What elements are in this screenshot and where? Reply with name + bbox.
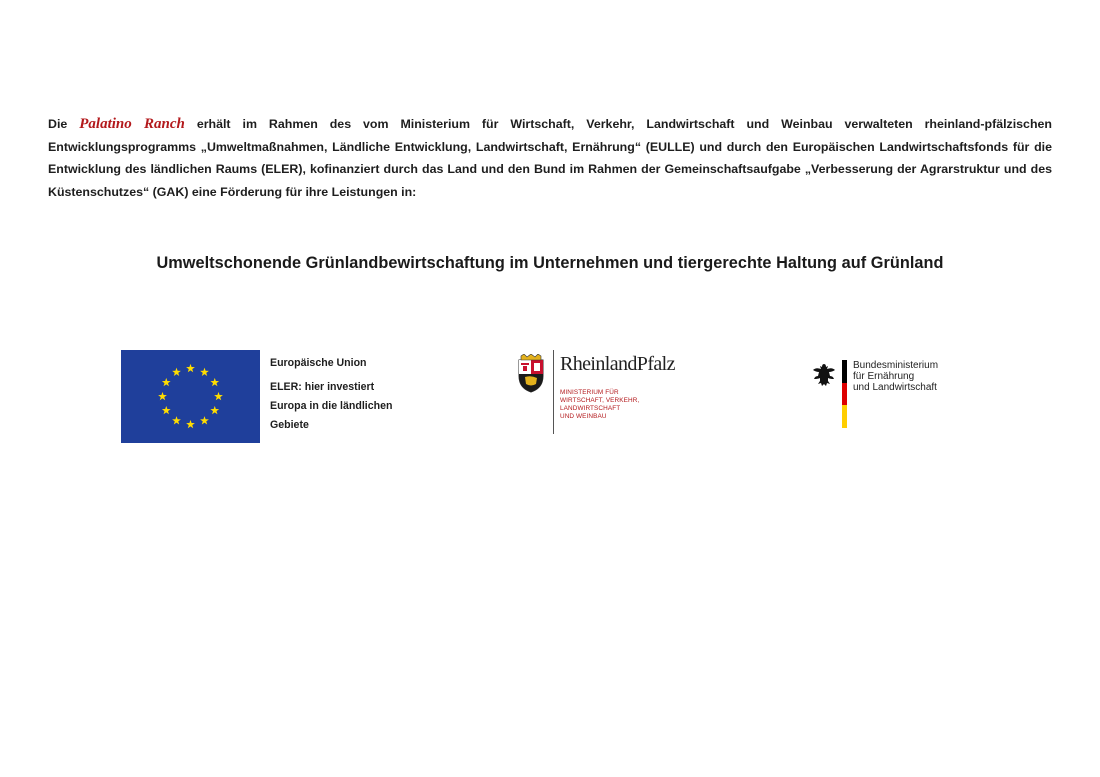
eu-union-title: Europäische Union xyxy=(270,357,367,369)
bmel-line: und Landwirtschaft xyxy=(853,382,937,393)
rlp-divider xyxy=(553,350,554,434)
flag-red-band xyxy=(842,383,847,406)
eu-line: ELER: hier investiert xyxy=(270,381,375,393)
intro-paragraph xyxy=(48,113,1052,203)
eu-flag-icon xyxy=(121,350,260,443)
federal-eagle-icon xyxy=(811,362,837,388)
headline: Umweltschonende Grünlandbewirtschaftung im Unternehmen und tiergerechte Haltung auf Grünland xyxy=(156,254,944,272)
bmel-line: Bundesministerium xyxy=(853,360,939,371)
brand-name: Palatino Ranch xyxy=(79,116,185,132)
intro-lead: Die xyxy=(48,117,68,131)
flag-gold-band xyxy=(842,405,847,428)
rlp-ministry-line: MINISTERIUM FÜR xyxy=(560,389,619,396)
bmel-line: für Ernährung xyxy=(853,371,915,382)
eu-line: Europa in die ländlichen xyxy=(270,400,393,412)
rlp-ministry-line: UND WEINBAU xyxy=(560,413,607,420)
rlp-ministry-label xyxy=(560,389,670,421)
eu-line: Gebiete xyxy=(270,419,309,431)
rlp-ministry-line: LANDWIRTSCHAFT xyxy=(560,405,621,412)
rlp-ministry-line: WIRTSCHAFT, VERKEHR, xyxy=(560,397,640,404)
bmel-label xyxy=(853,360,938,393)
flag-black-band xyxy=(842,360,847,383)
rlp-coat-of-arms-icon xyxy=(516,354,546,394)
eu-label xyxy=(270,356,430,435)
german-flag-stripe xyxy=(842,360,847,428)
rlp-wordmark: RheinlandPfalz xyxy=(560,353,675,375)
intro-body: erhält im Rahmen des vom Ministerium für Wirtschaft, Verkehr, Landwirtschaft und Weinbau verwalteten rheinland-pfälzischen Entwicklungsprogramms „Umweltmaßnahmen, Ländliche Entwicklung, Landwirtschaft, Ernährung“ (EULLE) und durch den Europäischen Landwirtschaftsfonds für die Entwicklung des ländlichen Raums (ELER), kofinanziert durch das Land und den Bund im Rahmen der Gemeinschaftsaufgabe „Verbesserung der Agrarstruktur und des Küstenschutzes“ (GAK) eine Förderung für ihre Leistungen in: xyxy=(48,117,1052,199)
